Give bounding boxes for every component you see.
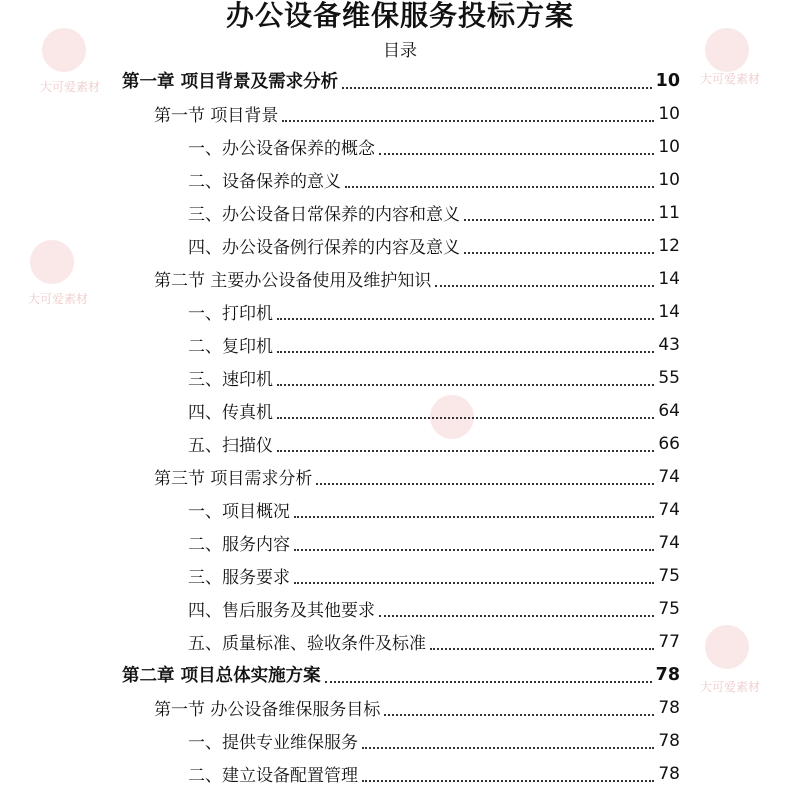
toc-item-row[interactable] [188,493,680,526]
toc-item-row[interactable] [188,526,680,559]
watermark-logo-icon [30,240,74,284]
toc-item-row[interactable] [188,361,680,394]
toc-entry-label: 四、售后服务及其他要求 [188,601,375,621]
toc-page-number: 11 [658,202,680,223]
toc-entry-label: 一、提供专业维保服务 [188,733,358,753]
toc-entry-label: 二、复印机 [188,337,273,357]
toc-section-row[interactable] [154,460,680,493]
toc-page-number: 14 [658,301,680,322]
toc-page-number: 55 [658,367,680,388]
toc-entry-label: 四、办公设备例行保养的内容及意义 [188,238,460,258]
toc-entry-label: 三、服务要求 [188,568,290,588]
toc-dot-leader [464,252,654,254]
toc-dot-leader [277,318,654,320]
toc-dot-leader [435,285,654,287]
toc-page-number: 78 [658,730,680,751]
toc-page-number: 14 [658,268,680,289]
toc-dot-leader [277,384,654,386]
toc-page-number: 74 [658,499,680,520]
toc-item-row[interactable] [188,625,680,658]
toc-dot-leader [282,120,654,122]
toc-dot-leader [316,483,654,485]
toc-item-row[interactable] [188,196,680,229]
toc-chapter-row[interactable] [122,64,680,97]
toc-dot-leader [379,615,654,617]
toc-dot-leader [464,219,654,221]
toc-page-number: 10 [658,136,680,157]
toc-section-row[interactable] [154,691,680,724]
toc-page-number: 78 [658,763,680,784]
toc-dot-leader [325,681,652,683]
toc-item-row[interactable] [188,724,680,757]
toc-page-number: 75 [658,565,680,586]
toc-entry-label: 第三节 项目需求分析 [154,469,313,489]
toc-page-number: 43 [658,334,680,355]
toc-dot-leader [362,747,654,749]
toc-entry-label: 四、传真机 [188,403,273,423]
toc-dot-leader [342,87,652,89]
toc-page-number: 78 [655,664,680,685]
toc-chapter-row[interactable] [122,658,680,691]
toc-page-number: 10 [658,169,680,190]
watermark-text: 大可爱素材 [700,72,761,86]
toc-item-row[interactable] [188,328,680,361]
toc-item-row[interactable] [188,163,680,196]
toc-dot-leader [294,549,654,551]
toc-dot-leader [379,153,654,155]
toc-page-number: 75 [658,598,680,619]
toc-entry-label: 第一节 办公设备维保服务目标 [154,700,381,720]
toc-entry-label: 二、服务内容 [188,535,290,555]
toc-dot-leader [430,648,654,650]
toc-entry-label: 三、办公设备日常保养的内容和意义 [188,205,460,225]
toc-page-number: 74 [658,532,680,553]
toc-dot-leader [277,417,654,419]
toc-entry-label: 五、扫描仪 [188,436,273,456]
toc-item-row[interactable] [188,757,680,790]
toc-page-number: 74 [658,466,680,487]
toc-item-row[interactable] [188,295,680,328]
toc-entry-label: 二、设备保养的意义 [188,172,341,192]
toc-item-row[interactable] [188,394,680,427]
toc-heading: 目录 [383,41,417,61]
toc-dot-leader [384,714,654,716]
toc-item-row[interactable] [188,592,680,625]
toc-page-number: 78 [658,697,680,718]
watermark-logo-icon [705,625,749,669]
toc-item-row[interactable] [188,427,680,460]
toc-dot-leader [294,582,654,584]
toc-item-row[interactable] [188,559,680,592]
toc-entry-label: 一、打印机 [188,304,273,324]
toc-page-number: 10 [655,70,680,91]
toc-item-row[interactable] [188,229,680,262]
toc-dot-leader [277,450,654,452]
toc-entry-label: 第二节 主要办公设备使用及维护知识 [154,271,432,291]
toc-entry-label: 三、速印机 [188,370,273,390]
toc-entry-label: 一、办公设备保养的概念 [188,139,375,159]
toc-entry-label: 第一节 项目背景 [154,106,279,126]
toc-dot-leader [294,516,654,518]
toc-dot-leader [345,186,654,188]
toc-page-number: 10 [658,103,680,124]
toc-page-number: 66 [658,433,680,454]
toc-entry-label: 第二章 项目总体实施方案 [122,666,321,686]
watermark-text: 大可爱素材 [28,292,89,306]
toc-entry-label: 第一章 项目背景及需求分析 [122,72,339,92]
toc-page-number: 12 [658,235,680,256]
toc-entry-label: 五、质量标准、验收条件及标准 [188,634,426,654]
toc-entry-label: 一、项目概况 [188,502,290,522]
toc-page-number: 77 [658,631,680,652]
toc-dot-leader [362,780,654,782]
document-title: 办公设备维保服务投标方案 [225,0,574,32]
toc-dot-leader [277,351,654,353]
toc-item-row[interactable] [188,130,680,163]
watermark-text: 大可爱素材 [40,80,101,94]
toc-entry-label: 二、建立设备配置管理 [188,766,358,786]
watermark-text: 大可爱素材 [700,680,761,694]
toc-page-number: 64 [658,400,680,421]
toc-section-row[interactable] [154,262,680,295]
toc-section-row[interactable] [154,97,680,130]
